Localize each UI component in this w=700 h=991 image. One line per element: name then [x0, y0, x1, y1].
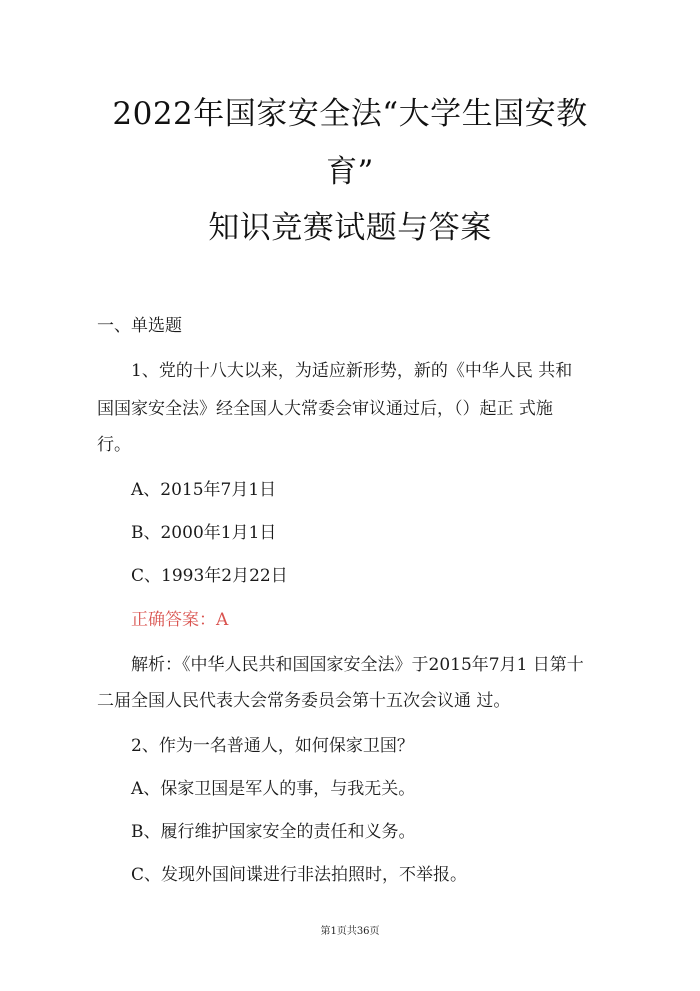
- title-line-1: 2022年国家安全法“大学生国安教: [112, 96, 588, 132]
- question-1-correct-answer: 正确答案：A: [131, 610, 229, 630]
- page-footer: 第1页共36页: [320, 926, 380, 937]
- question-2-option-a: A、保家卫国是军人的事，与我无关。: [131, 779, 416, 799]
- section-heading: 一、单选题: [97, 316, 182, 336]
- question-1-option-a: A、2015年7月1日: [131, 480, 277, 500]
- question-1-option-b: B、2000年1月1日: [131, 523, 277, 543]
- question-1-line-2: 国国家安全法》经全国人大常委会审议通过后，（）起正 式施: [97, 399, 553, 419]
- question-2-option-c: C、发现外国间谍进行非法拍照时，不举报。: [131, 865, 468, 885]
- question-2-text: 2、作为一名普通人，如何保家卫国？: [131, 736, 414, 756]
- question-1-line-3: 行。: [97, 435, 131, 455]
- title-line-3: 知识竞赛试题与答案: [208, 210, 492, 246]
- question-1-line-1: 1、党的十八大以来，为适应新形势，新的《中华人民 共和: [131, 361, 573, 381]
- question-1-analysis-line-1: 解析：《中华人民共和国国家安全法》于2015年7月1 日第十: [131, 655, 584, 675]
- question-1-option-c: C、1993年2月22日: [131, 566, 288, 586]
- question-1-analysis-line-2: 二届全国人民代表大会常务委员会第十五次会议通 过。: [97, 691, 511, 711]
- question-2-option-b: B、履行维护国家安全的责任和义务。: [131, 822, 416, 842]
- title-line-2: 育”: [326, 154, 374, 190]
